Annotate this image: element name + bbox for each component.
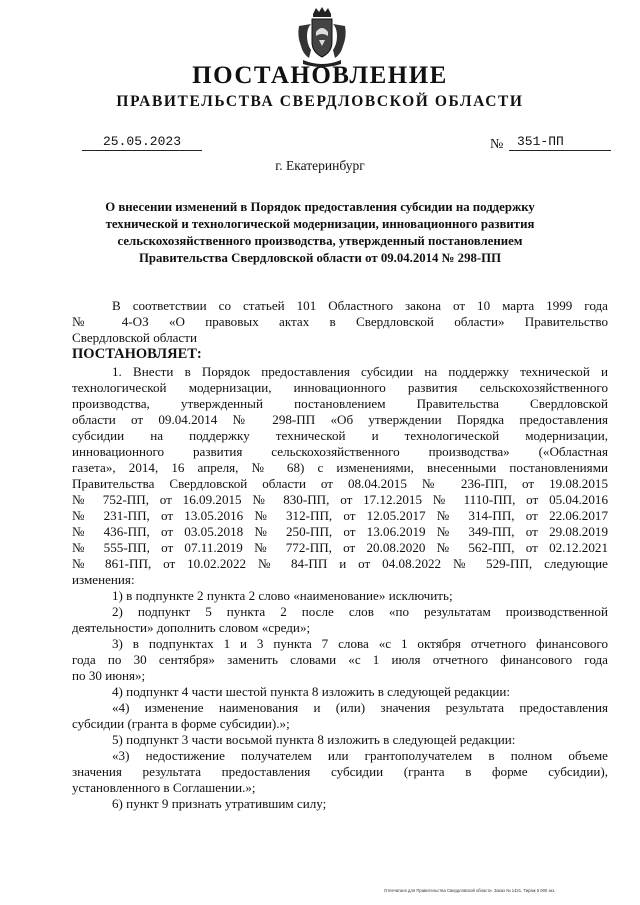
document-body [72,298,608,812]
number-label: № [490,137,504,152]
date-underline [82,150,202,151]
item1-line: области от 09.04.2014 № 298-ПП «Об утверждении Порядка предоставления [72,412,608,427]
subitem-5-quote-line: значения результата предоставления субсидии (гранта в форме субсидии), [72,764,608,779]
subitem-4-quote-line: субсидии (гранта в форме субсидии).»; [72,716,290,731]
subitem-2-line: 2) подпункт 5 пункта 2 после слов «по результатам производственной [112,604,608,619]
date-field [82,134,202,149]
subitem-1: 1) в подпункте 2 пункта 2 слово «наименование» исключить; [112,588,453,603]
issuer-heading: ПРАВИТЕЛЬСТВА СВЕРДЛОВСКОЙ ОБЛАСТИ [116,93,524,110]
document-date: 25.05.2023 [102,134,181,149]
item1-line: № 861-ПП, от 10.02.2022 № 84-ПП и от 04.08.2022 № 529-ПП, следующие [72,556,608,571]
item1-line: изменения: [72,572,135,587]
title-line: технической и технологической модернизации, инновационного развития [105,217,535,231]
city-line: г. Екатеринбург [275,158,365,173]
preamble-line: Свердловской области [72,330,197,345]
document-number: 351-ПП [517,134,564,149]
item1-line: газета», 2014, 16 апреля, № 68) с изменениями, внесенными постановлениями [72,460,608,475]
item1-line: субсидии на поддержку технической и технологической модернизации, [72,428,608,443]
coat-of-arms-icon [295,6,349,68]
item1-line: технологической модернизации, инновационного развития сельскохозяйственного [72,380,608,395]
subitem-3-line: 3) в подпунктах 1 и 3 пункта 7 слова «с 1 октября отчетного финансового [112,636,608,651]
subitem-4: 4) подпункт 4 части шестой пункта 8 изложить в следующей редакции: [112,684,510,699]
subitem-3-line: по 30 июня»; [72,668,146,683]
subitem-4-quote-line: «4) изменение наименования и (или) значения результата предоставления [112,700,608,715]
item1-line: № 752-ПП, от 16.09.2015 № 830-ПП, от 17.12.2015 № 1110-ПП, от 05.04.2016 [72,492,608,507]
item1-line: 1. Внести в Порядок предоставления субсидии на поддержку технической и [112,364,608,379]
subitem-5: 5) подпункт 3 части восьмой пункта 8 изложить в следующей редакции: [112,732,516,747]
print-footer-note: Отпечатано для Правительства Свердловской области. Заказ № 1421. Тираж 5 000 экз. [384,888,556,893]
decree-keyword: ПОСТАНОВЛЯЕТ: [72,346,202,362]
subitem-6: 6) пункт 9 признать утратившим силу; [112,796,327,811]
item1-line: Правительства Свердловской области от 08.04.2015 № 236-ПП, от 19.08.2015 [72,476,608,491]
preamble-line: В соответствии со статьей 101 Областного закона от 10 марта 1999 года [112,298,608,313]
item1-line: инновационного развития сельскохозяйственного производства» («Областная [72,444,608,459]
number-underline [509,150,611,151]
title-line: О внесении изменений в Порядок предоставления субсидии на поддержку [105,200,535,214]
subitem-3-line: года по 30 сентября» заменить словами «с 1 июля отчетного финансового года [72,652,608,667]
document-heading: ПОСТАНОВЛЕНИЕ [192,62,448,89]
subitem-2-line: деятельности» дополнить словом «среди»; [72,620,311,635]
number-field [509,134,611,149]
item1-line: № 231-ПП, от 13.05.2016 № 312-ПП, от 12.05.2017 № 314-ПП, от 22.06.2017 [72,508,608,523]
title-line: сельскохозяйственного производства, утвержденный постановлением [117,234,523,248]
subitem-5-quote-line: установленного в Соглашении.»; [72,780,256,795]
document-title [78,199,562,267]
title-line: Правительства Свердловской области от 09.04.2014 № 298-ПП [138,251,502,265]
item1-line: № 555-ПП, от 07.11.2019 № 772-ПП, от 20.08.2020 № 562-ПП, от 02.12.2021 [72,540,608,555]
preamble-line: № 4-ОЗ «О правовых актах в Свердловской области» Правительство [72,314,608,329]
subitem-5-quote-line: «3) недостижение получателем или грантополучателем в полном объеме [112,748,608,763]
item1-line: производства, утвержденный постановлением Правительства Свердловской [72,396,608,411]
item1-line: № 436-ПП, от 03.05.2018 № 250-ПП, от 13.06.2019 № 349-ПП, от 29.08.2019 [72,524,608,539]
